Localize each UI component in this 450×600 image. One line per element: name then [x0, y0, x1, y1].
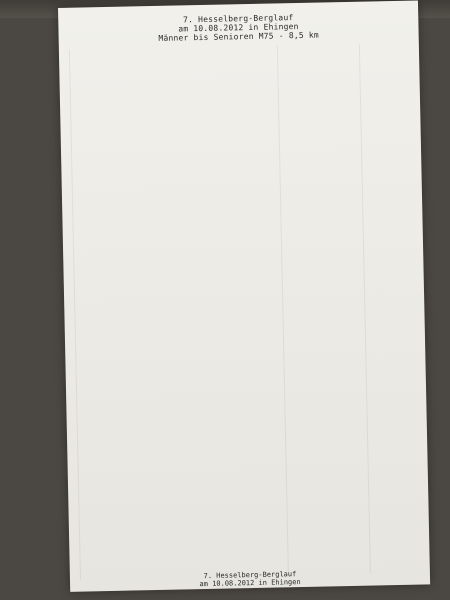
results-table: [69, 43, 420, 580]
sheet-category: Männer bis Senioren M75 - 8,5 km: [158, 30, 319, 43]
footer-date-location: am 10.08.2012 in Ehingen: [199, 578, 301, 589]
time-column: [359, 42, 430, 573]
footer-title: 7. Hesselberg-Berglauf: [203, 570, 297, 581]
club-column: [277, 44, 371, 576]
sheet-date-location: am 10.08.2012 in Ehingen: [178, 21, 299, 34]
sheet-title: 7. Hesselberg-Berglauf: [182, 13, 294, 25]
results-sheet: [58, 0, 430, 591]
runner-column: [69, 45, 289, 579]
